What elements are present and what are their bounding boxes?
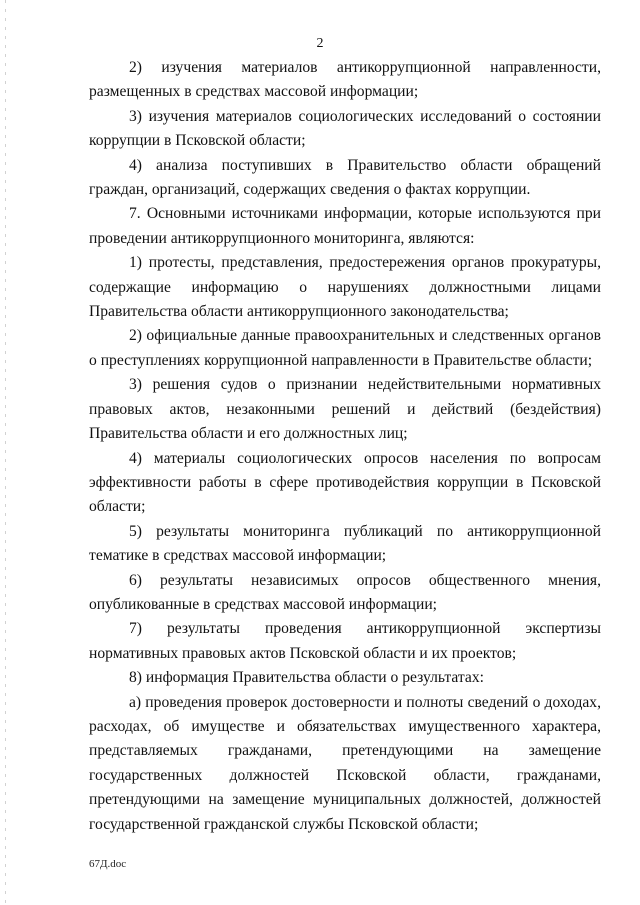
- paragraph: 5) результаты мониторинга публикаций по антикоррупционной тематике в средствах массовой информации;: [89, 522, 601, 565]
- paragraph: 4) материалы социологических опросов населения по вопросам эффективности работы в сфере противодействия коррупции в Псковской области;: [89, 449, 601, 516]
- file-name-footer: 67Д.doc: [89, 858, 127, 870]
- paragraph: 2) изучения материалов антикоррупционной направленности, размещенных в средствах массовой информации;: [89, 59, 601, 101]
- page-number: 2: [316, 36, 324, 51]
- paragraph: 3) решения судов о признании недействительными нормативных правовых актов, незаконными решений и действий (бездействия) Правительства области и его должностных лиц;: [89, 376, 601, 443]
- paragraph: 3) изучения материалов социологических исследований о состоянии коррупции в Псковской области;: [89, 107, 601, 150]
- scan-edge-line: [5, 0, 6, 905]
- paragraph: 1) протесты, представления, предостережения органов прокуратуры, содержащие информацию о нарушениях должностными лицами Правительства области антикоррупционного законодательства;: [89, 254, 601, 321]
- paragraph: а) проведения проверок достоверности и полноты сведений о доходах, расходах, об имуществе и обязательствах имущественного характера, представляемых гражданами, претендующими на замещение государственных должностей Псковской области, гражданами, претендующими на замещение муниципальных должностей, должностей государственной гражданской службы Псковской области;: [89, 693, 601, 833]
- paragraph: 4) анализа поступивших в Правительство области обращений граждан, организаций, содержащих сведения о фактах коррупции.: [89, 156, 601, 199]
- document-body: [89, 56, 601, 837]
- paragraph: 2) официальные данные правоохранительных и следственных органов о преступлениях коррупционной направленности в Правительстве области;: [89, 327, 601, 369]
- paragraph: 6) результаты независимых опросов общественного мнения, опубликованные в средствах массовой информации;: [89, 571, 601, 613]
- paragraph: 7. Основными источниками информации, которые используются при проведении антикоррупционного мониторинга, являются:: [89, 205, 601, 247]
- paragraph: 8) информация Правительства области о результатах:: [129, 669, 484, 687]
- paragraph: 7) результаты проведения антикоррупционной экспертизы нормативных правовых актов Псковской области и их проектов;: [89, 620, 601, 662]
